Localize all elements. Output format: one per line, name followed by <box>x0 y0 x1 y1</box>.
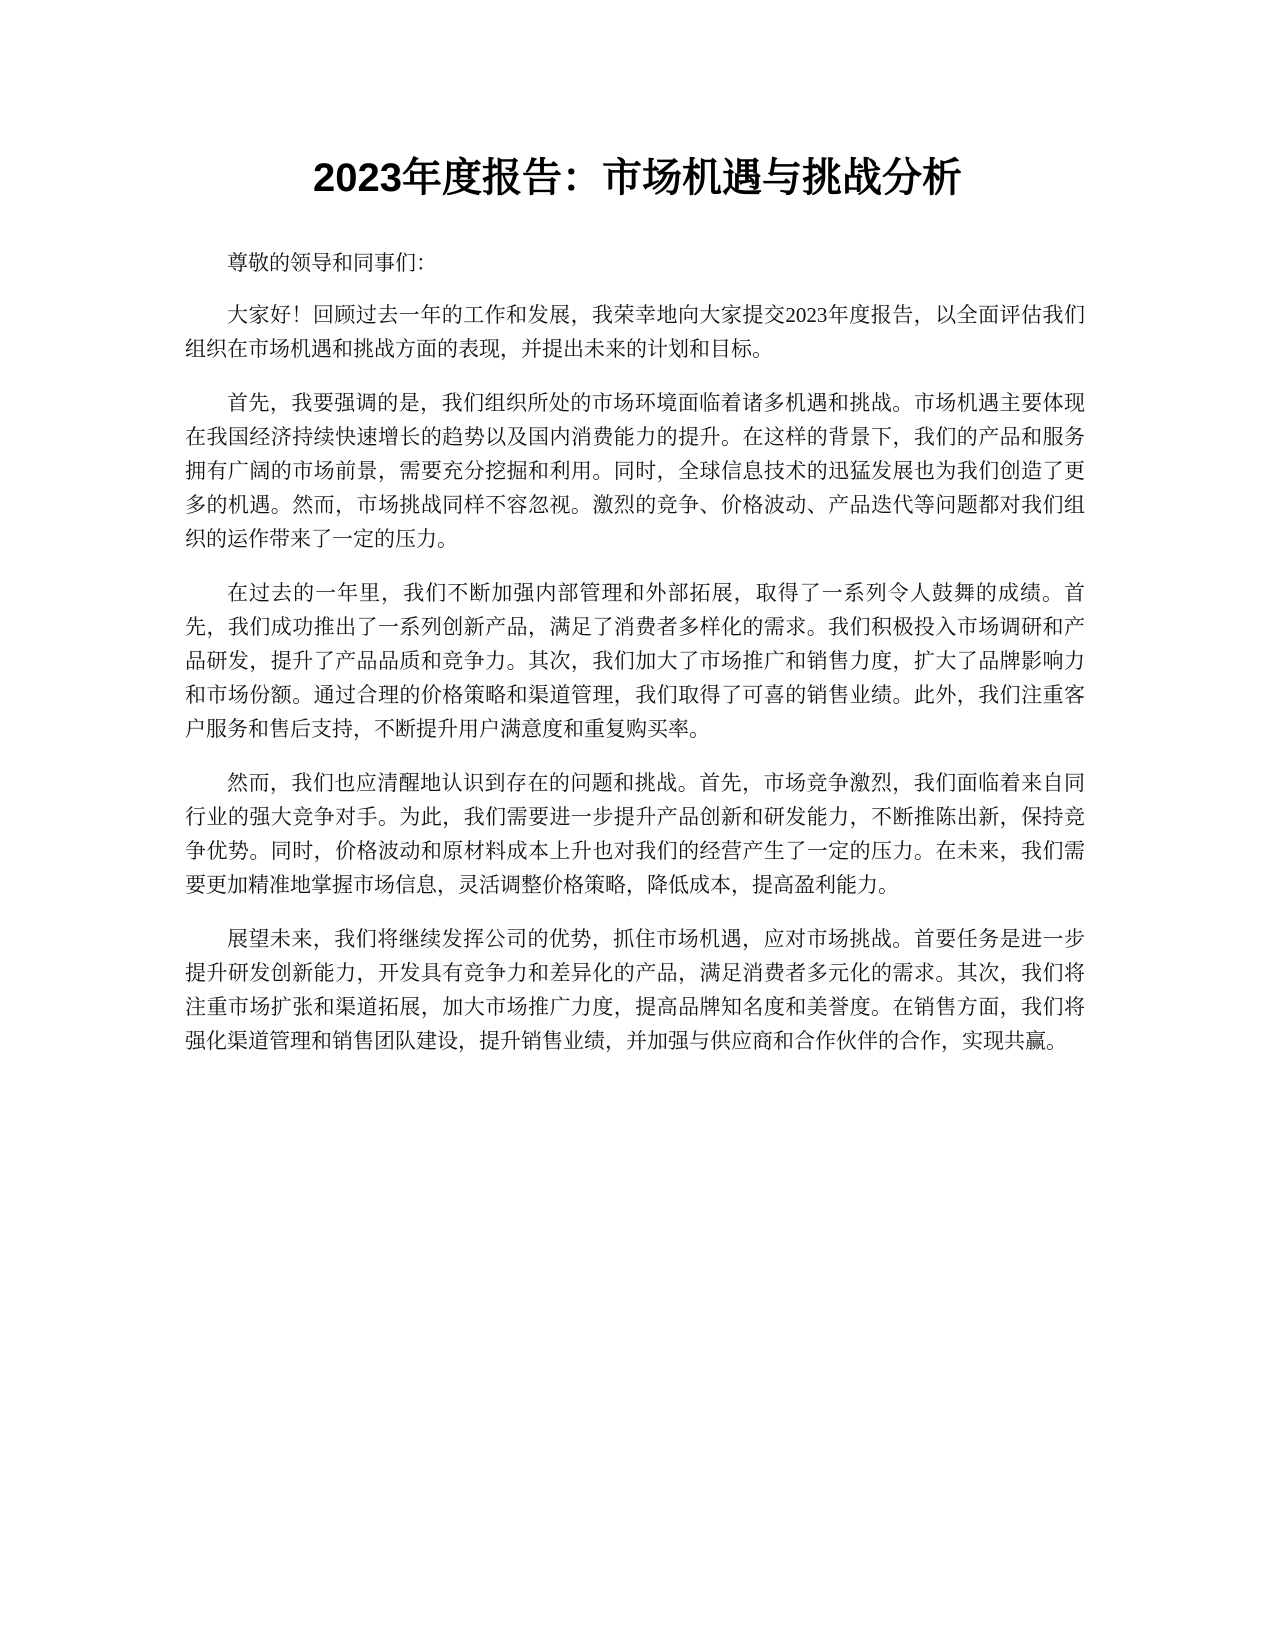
document-body <box>185 246 1085 1078</box>
salutation: 尊敬的领导和同事们： <box>227 251 437 275</box>
paragraph-market-environment: 首先，我要强调的是，我们组织所处的市场环境面临着诸多机遇和挑战。市场机遇主要体现在我国经济持续快速增长的趋势以及国内消费能力的提升。在这样的背景下，我们的产品和服务拥有广阔的市场前景，需要充分挖掘和利用。同时，全球信息技术的迅猛发展也为我们创造了更多的机遇。然而，市场挑战同样不容忽视。激烈的竞争、价格波动、产品迭代等问题都对我们组织的运作带来了一定的压力。 <box>185 391 1085 551</box>
paragraph-problems: 然而，我们也应清醒地认识到存在的问题和挑战。首先，市场竞争激烈，我们面临着来自同行业的强大竞争对手。为此，我们需要进一步提升产品创新和研发能力，不断推陈出新，保持竞争优势。同时，价格波动和原材料成本上升也对我们的经营产生了一定的压力。在未来，我们需要更加精准地掌握市场信息，灵活调整价格策略，降低成本，提高盈利能力。 <box>185 771 1085 897</box>
paragraph-outlook: 展望未来，我们将继续发挥公司的优势，抓住市场机遇，应对市场挑战。首要任务是进一步提升研发创新能力，开发具有竞争力和差异化的产品，满足消费者多元化的需求。其次，我们将注重市场扩张和渠道拓展，加大市场推广力度，提高品牌知名度和美誉度。在销售方面，我们将强化渠道管理和销售团队建设，提升销售业绩，并加强与供应商和合作伙伴的合作，实现共赢。 <box>185 927 1085 1053</box>
paragraph-greeting: 大家好！回顾过去一年的工作和发展，我荣幸地向大家提交2023年度报告，以全面评估我们组织在市场机遇和挑战方面的表现，并提出未来的计划和目标。 <box>185 303 1085 361</box>
paragraph-achievements: 在过去的一年里，我们不断加强内部管理和外部拓展，取得了一系列令人鼓舞的成绩。首先，我们成功推出了一系列创新产品，满足了消费者多样化的需求。我们积极投入市场调研和产品研发，提升了产品品质和竞争力。其次，我们加大了市场推广和销售力度，扩大了品牌影响力和市场份额。通过合理的价格策略和渠道管理，我们取得了可喜的销售业绩。此外，我们注重客户服务和售后支持，不断提升用户满意度和重复购买率。 <box>185 581 1085 741</box>
document-title: 2023年度报告：市场机遇与挑战分析 <box>313 156 962 200</box>
